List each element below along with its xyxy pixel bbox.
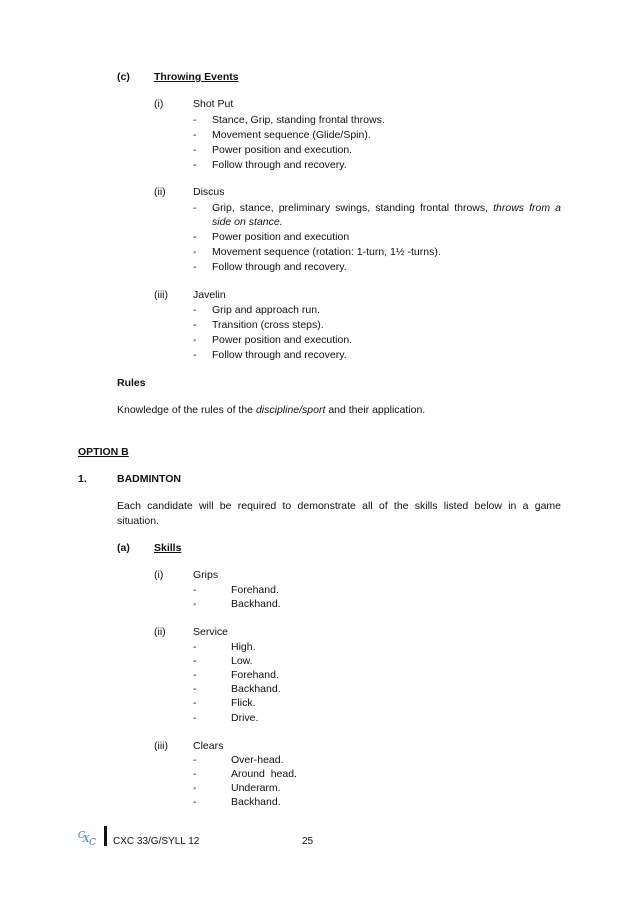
footer-code: CXC 33/G/SYLL 12 <box>113 836 200 847</box>
discus-item-grip-italic: throws from a <box>493 202 561 214</box>
service-item: Flick. <box>231 697 256 709</box>
dash: - <box>193 349 197 361</box>
discus-number: (ii) <box>154 186 166 198</box>
badminton-title: BADMINTON <box>117 473 181 485</box>
dash: - <box>193 796 197 808</box>
discus-heading: Discus <box>193 186 225 198</box>
dash: - <box>193 641 197 653</box>
dash: - <box>193 114 197 126</box>
cxc-logo <box>78 828 100 846</box>
clears-item: Backhand. <box>231 796 281 808</box>
dash: - <box>193 129 197 141</box>
dash: - <box>193 231 197 243</box>
cxc-logo-text: C <box>89 838 96 846</box>
service-number: (ii) <box>154 626 166 638</box>
rules-text <box>117 404 425 416</box>
dash: - <box>193 782 197 794</box>
discus-item-grip-text: Grip, stance, preliminary swings, standing frontal throws, <box>212 202 489 214</box>
service-heading: Service <box>193 626 229 638</box>
cxc-logo-text: C <box>78 831 85 841</box>
javelin-item: Grip and approach run. <box>212 304 320 316</box>
skills-title: Skills <box>154 542 182 554</box>
dash: - <box>193 246 197 258</box>
service-item: Drive. <box>231 712 259 724</box>
dash: - <box>193 712 197 724</box>
dash: - <box>193 754 197 766</box>
section-c-title: Throwing Events <box>154 71 239 83</box>
rules-text-a: Knowledge of the rules of the <box>117 404 254 416</box>
service-item: Forehand. <box>231 669 279 681</box>
clears-number: (iii) <box>154 740 168 752</box>
discus-item-grip <box>212 202 561 214</box>
dash: - <box>193 655 197 667</box>
rules-text-b: and their application. <box>328 404 426 416</box>
grips-item: Forehand. <box>231 584 279 596</box>
dash: - <box>193 768 197 780</box>
javelin-item: Power position and execution. <box>212 334 353 346</box>
service-item: High. <box>231 641 256 653</box>
clears-item: Around head. <box>231 768 297 780</box>
clears-item: Underarm. <box>231 782 281 794</box>
javelin-number: (iii) <box>154 289 168 301</box>
dash: - <box>193 598 197 610</box>
grips-number: (i) <box>154 569 164 581</box>
rules-heading: Rules <box>117 377 146 389</box>
shot-put-item: Stance, Grip, standing frontal throws. <box>212 114 385 126</box>
dash: - <box>193 584 197 596</box>
clears-item: Over-head. <box>231 754 284 766</box>
discus-item: Movement sequence (rotation: 1-turn, 1½ -turns). <box>212 246 441 258</box>
shot-put-number: (i) <box>154 98 164 110</box>
cxc-logo-text: X <box>83 835 90 845</box>
badminton-intro-line2: situation. <box>117 515 160 527</box>
discus-item-grip-continued: side on stance. <box>212 216 283 228</box>
dash: - <box>193 697 197 709</box>
badminton-number: 1. <box>78 473 87 485</box>
javelin-item: Follow through and recovery. <box>212 349 347 361</box>
dash: - <box>193 159 197 171</box>
grips-heading: Grips <box>193 569 219 581</box>
javelin-heading: Javelin <box>193 289 226 301</box>
service-item: Backhand. <box>231 683 281 695</box>
rules-text-italic: discipline/sport <box>255 404 326 416</box>
discus-item: Power position and execution <box>212 231 350 243</box>
discus-item: Follow through and recovery. <box>212 261 347 273</box>
badminton-intro-line1: Each candidate will be required to demonstrate all of the skills listed below in a game <box>117 500 561 512</box>
dash: - <box>193 304 197 316</box>
shot-put-heading: Shot Put <box>193 98 234 110</box>
footer-divider <box>104 826 107 846</box>
page-number: 25 <box>302 836 314 847</box>
option-b-heading: OPTION B <box>78 446 129 458</box>
dash: - <box>193 334 197 346</box>
shot-put-item: Movement sequence (Glide/Spin). <box>212 129 371 141</box>
skills-letter: (a) <box>117 542 130 554</box>
dash: - <box>193 144 197 156</box>
service-item: Low. <box>231 655 253 667</box>
section-c-letter: (c) <box>117 71 130 83</box>
dash: - <box>193 683 197 695</box>
javelin-item: Transition (cross steps). <box>212 319 324 331</box>
dash: - <box>193 669 197 681</box>
grips-item: Backhand. <box>231 598 281 610</box>
clears-heading: Clears <box>193 740 224 752</box>
dash: - <box>193 261 197 273</box>
dash: - <box>193 202 197 214</box>
shot-put-item: Power position and execution. <box>212 144 353 156</box>
dash: - <box>193 319 197 331</box>
shot-put-item: Follow through and recovery. <box>212 159 347 171</box>
